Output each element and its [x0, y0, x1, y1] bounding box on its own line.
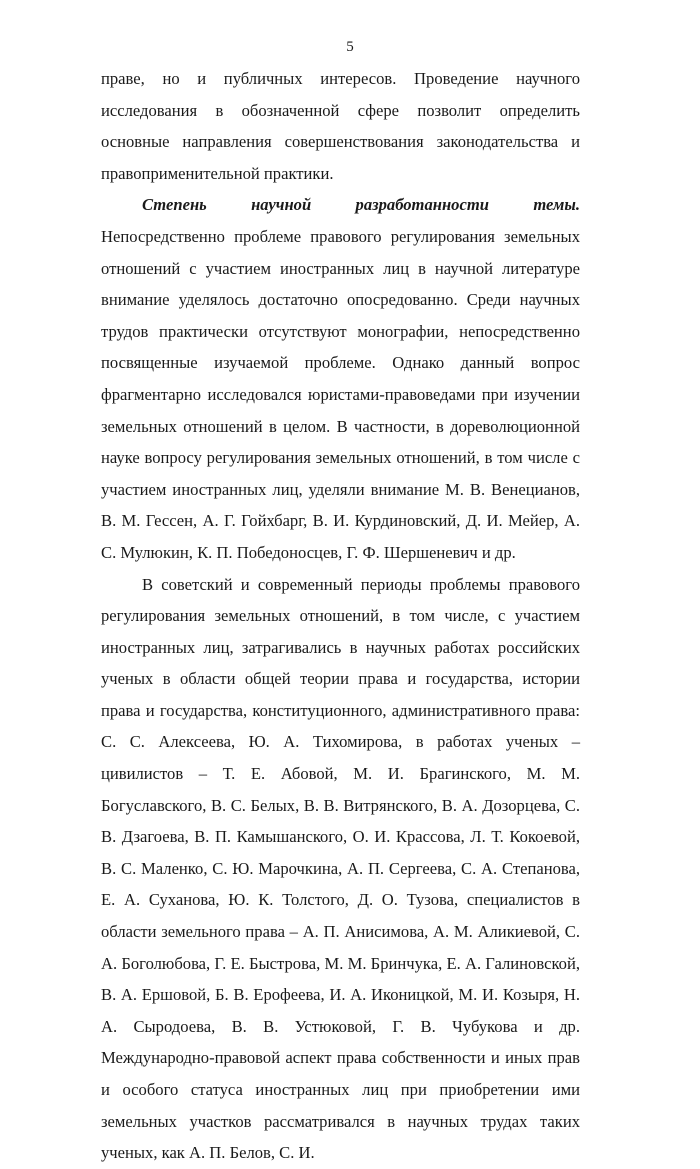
paragraph-research-degree: [101, 189, 580, 568]
paragraph-body: Непосредственно проблеме правового регулирования земельных отношений с участием иностранных лиц в научной литературе внимание уделялось достаточно опосредованно. Среди научных трудов практически отсутствуют монографии, непосредственно посвященные изучаемой проблеме. Однако данный вопрос фрагментарно исследовался юристами-правоведами при изучении земельных отношений в целом. В частности, в дореволюционной науке вопросу регулирования земельных отношений, в том числе с участием иностранных лиц, уделяли внимание М. В. Венецианов, В. М. Гессен, А. Г. Гойхбарг, В. И. Курдиновский, Д. И. Мейер, А. С. Мулюкин, К. П. Победоносцев, Г. Ф. Шершеневич и др.: [101, 226, 580, 562]
document-body: [101, 63, 580, 1169]
paragraph-continuation: праве, но и публичных интересов. Проведение научного исследования в обозначенной сфере позволит определить основные направления совершенствования законодательства и правоприменительной практики.: [101, 69, 580, 183]
page-number: 5: [346, 39, 354, 55]
paragraph-soviet-period: В советский и современный периоды проблемы правового регулирования земельных отношений, в том числе, с участием иностранных лиц, затрагивались в научных работах российских ученых в области общей теории права и государства, истории права и государства, конституционного, административного права: С. С. Алексеева, Ю. А. Тихомирова, в работах ученых – цивилистов – Т. Е. Абовой, М. И. Брагинского, М. М. Богуславского, В. С. Белых, В. В. Витрянского, В. А. Дозорцева, С. В. Дзагоева, В. П. Камышанского, О. И. Крассова, Л. Т. Кокоевой, В. С. Маленко, С. Ю. Марочкина, А. П. Сергеева, С. А. Степанова, Е. А. Суханова, Ю. К. Толстого, Д. О. Тузова, специалистов в области земельного права – А. П. Анисимова, А. М. Аликиевой, С. А. Боголюбова, Г. Е. Быстрова, М. М. Бринчука, Е. А. Галиновской, В. А. Ершовой, Б. В. Ерофеева, И. А. Иконицкой, М. И. Козыря, Н. А. Сыродоева, В. В. Устюковой, Г. В. Чубукова и др. Международно-правовой аспект права собственности и иных прав и особого статуса иностранных лиц при приобретении ими земельных участков рассматривался в научных трудах таких ученых, как А. П. Белов, С. И.: [101, 574, 580, 1163]
paragraph-lead-heading: Степень научной разработанности темы.: [142, 195, 580, 215]
